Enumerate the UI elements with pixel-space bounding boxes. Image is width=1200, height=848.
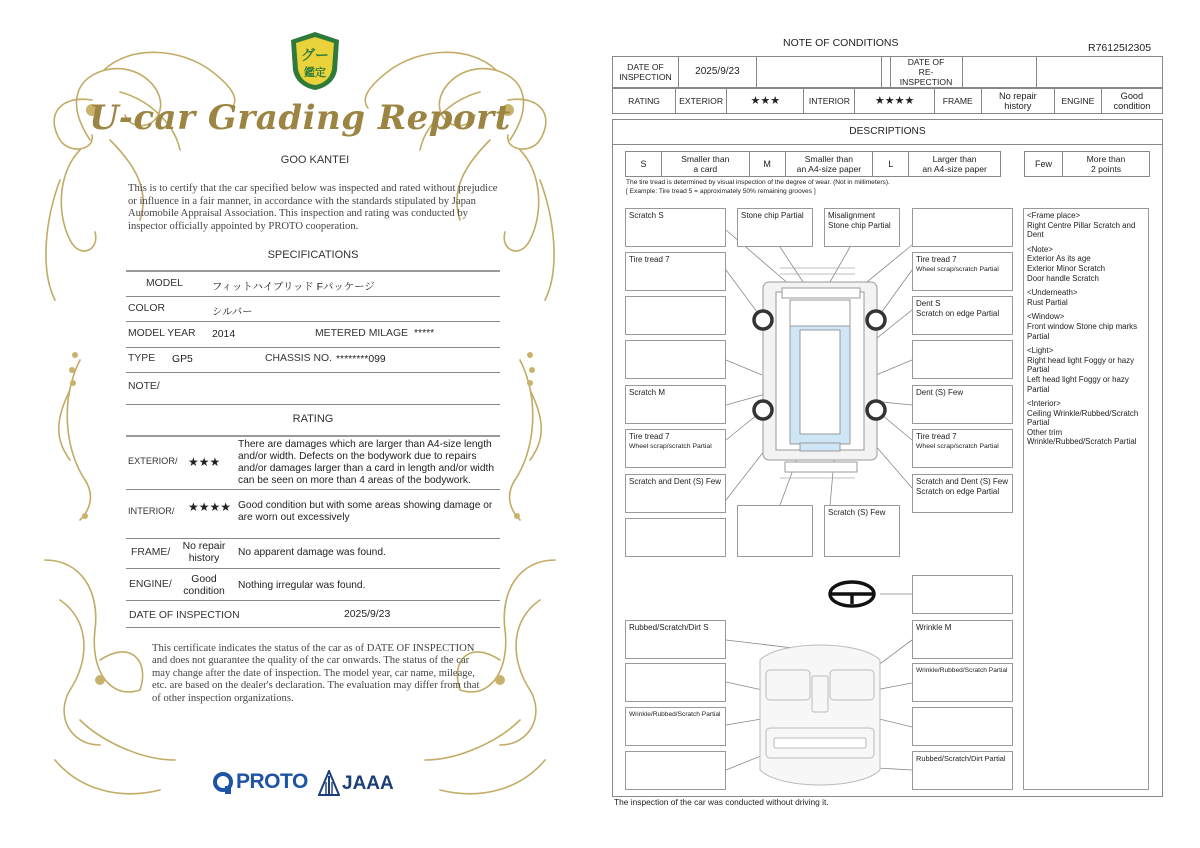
- legend-line: an A4-size paper: [922, 164, 987, 174]
- interior-box-empty: [625, 751, 726, 790]
- damage-box-dent-s: [912, 296, 1013, 335]
- frame-value-line: history: [188, 553, 220, 564]
- svg-text:鑑定: 鑑定: [304, 66, 326, 79]
- engine-value-line: Good: [1120, 91, 1144, 101]
- interior-description: Good condition but with some areas showing damage or are worn out excessively: [238, 500, 493, 523]
- date-of-inspection-value: 2025/9/23: [678, 57, 756, 88]
- divider: [126, 435, 500, 437]
- note-heading: <Note>: [1027, 244, 1053, 254]
- type-value: GP5: [172, 354, 193, 365]
- frame-value-line: history: [1004, 101, 1032, 111]
- note-heading: <Window>: [1027, 312, 1065, 322]
- damage-box-tire-fr: [912, 252, 1013, 291]
- color-value: シルバー: [212, 307, 253, 318]
- box-line: Wheel scrap/scratch Partial: [916, 443, 999, 450]
- date-of-inspection-value: 2025/9/23: [344, 609, 391, 620]
- damage-box-empty: [625, 340, 726, 379]
- model-value: フィットハイブリッド Fパッケージ: [212, 282, 375, 293]
- divider: [126, 404, 500, 405]
- legend-s: S: [626, 152, 662, 177]
- exterior-label: EXTERIOR: [676, 89, 727, 114]
- note-text: Right Centre Pillar Scratch and Dent: [1027, 220, 1136, 240]
- engine-value-line: condition: [183, 586, 225, 597]
- note-text: Exterior As its age: [1027, 254, 1091, 264]
- legend-line: More than: [1086, 154, 1126, 164]
- damage-box-dent-s-few: Dent (S) Few: [912, 385, 1013, 424]
- note-text: Other trim Wrinkle/Rubbed/Scratch Partial: [1027, 427, 1137, 447]
- rating-heading: RATING: [292, 413, 334, 425]
- interior-box-rubbed-partial: Rubbed/Scratch/Dirt Partial: [912, 751, 1013, 790]
- legend-line: Larger than: [932, 154, 977, 164]
- box-line: Tire tread 7: [916, 432, 957, 441]
- engine-value-line: Good: [191, 574, 217, 585]
- label-line: INSPECTION: [619, 72, 672, 82]
- jaaa-logo-text: JAAA: [342, 773, 394, 794]
- company-name: GOO KANTEI: [280, 154, 350, 166]
- legend-line: 2 points: [1090, 164, 1122, 174]
- color-label: COLOR: [128, 303, 165, 314]
- inspection-disclaimer: The inspection of the car was conducted without driving it.: [614, 797, 829, 807]
- box-line: Scratch on edge Partial: [916, 487, 1000, 496]
- divider: [126, 627, 500, 628]
- note-heading: <Interior>: [1027, 399, 1061, 409]
- damage-box-scratch-m: Scratch M: [625, 385, 726, 424]
- label-line: DATE OF: [907, 57, 945, 67]
- note-light: [1027, 346, 1145, 394]
- legend-line: Smaller than: [804, 154, 854, 164]
- note-text: Front window Stone chip marks Partial: [1027, 321, 1138, 341]
- note-text: Door handle Scratch: [1027, 273, 1099, 283]
- interior-label: INTERIOR/: [128, 506, 175, 516]
- proto-logo-text: PROTO: [236, 770, 308, 793]
- note-interior: [1027, 399, 1145, 447]
- damage-box-scratch-dent-few-right: [912, 474, 1013, 513]
- damage-box-misalignment: [824, 208, 900, 247]
- exterior-stars: ★★★: [727, 89, 804, 114]
- damage-box-tire-rl: [625, 429, 726, 468]
- frame-label: FRAME/: [131, 547, 171, 558]
- car-top-view: [763, 282, 877, 472]
- interior-stars: ★★★★: [188, 500, 232, 514]
- note-underneath: [1027, 288, 1145, 307]
- chassis-value: ********099: [336, 354, 386, 365]
- interior-box-wrinkle-partial-left: Wrinkle/Rubbed/Scratch Partial: [625, 707, 726, 746]
- divider: [126, 538, 500, 539]
- type-label: TYPE: [128, 353, 156, 364]
- rating-label: RATING: [613, 89, 676, 114]
- damage-box-empty: [737, 505, 813, 557]
- divider: [126, 489, 500, 490]
- interior-label: INTERIOR: [804, 89, 855, 114]
- legend-few: Few: [1025, 152, 1063, 177]
- divider: [126, 568, 500, 569]
- note-text: Right head light Foggy or hazy Partial: [1027, 355, 1135, 375]
- divider: [126, 347, 500, 348]
- box-line: Misalignment: [828, 211, 876, 220]
- box-line: Wheel scrap/scratch Partial: [629, 443, 712, 450]
- box-line: Scratch and Dent (S) Few: [916, 477, 1009, 486]
- interior-stars: ★★★★: [855, 89, 934, 114]
- certificate-intro: This is to certify that the car specified below was inspected and rated without prejudice or influence in a fair manner, in accordance with the standards stipulated by Japan Automobile Appraisal Association. This inspection and rating was conducted by inspector officially appointed by PROTO cooperation.: [128, 183, 498, 232]
- divider: [126, 296, 500, 297]
- certificate-title: U-car Grading Report: [89, 98, 511, 138]
- damage-box-scratch-s-few: Scratch (S) Few: [824, 505, 900, 557]
- proto-logo-icon: [212, 771, 234, 795]
- interior-box-rubbed-s: Rubbed/Scratch/Dirt S: [625, 620, 726, 659]
- goo-kantei-badge-icon: [287, 30, 343, 92]
- exterior-stars: ★★★: [188, 455, 221, 469]
- engine-label: ENGINE/: [129, 579, 172, 590]
- tire-note-line: [ Example: Tire tread 5 = approximately 50% remaining grooves ]: [626, 187, 816, 195]
- notes-column: [1023, 208, 1149, 790]
- legend-line: a card: [693, 164, 718, 174]
- engine-value: [176, 574, 232, 598]
- box-line: Stone chip Partial: [828, 221, 891, 230]
- engine-value-line: condition: [1113, 101, 1151, 111]
- note-label: NOTE/: [128, 381, 160, 392]
- note-window: [1027, 312, 1145, 341]
- model-year-label: MODEL YEAR: [128, 328, 196, 339]
- legend-m: M: [749, 152, 785, 177]
- damage-box-empty: [625, 296, 726, 335]
- tire-note-line: The tire tread is determined by visual inspection of the degree of wear. (Not in millimeters).: [626, 179, 890, 186]
- damage-box-tire-rr: [912, 429, 1013, 468]
- engine-label: ENGINE: [1055, 89, 1102, 114]
- label-line: RE-INSPECTION: [899, 67, 953, 87]
- note-text: Rust Partial: [1027, 297, 1068, 307]
- damage-box-scratch-s: Scratch S: [625, 208, 726, 247]
- box-line: Dent S: [916, 299, 941, 308]
- damage-box-tire-fl: Tire tread 7: [625, 252, 726, 291]
- label-line: DATE OF: [627, 62, 664, 72]
- note-text: Left head light Foggy or hazy Partial: [1027, 374, 1129, 394]
- box-line: Scratch on edge Partial: [916, 309, 1000, 318]
- divider: [126, 270, 500, 272]
- divider: [126, 600, 500, 601]
- frame-label: FRAME: [934, 89, 981, 114]
- interior-box-empty: [625, 663, 726, 702]
- divider: [126, 321, 500, 322]
- svg-text:グー: グー: [301, 48, 329, 64]
- damage-box-steering: [912, 575, 1013, 614]
- note-text: Exterior Minor Scratch: [1027, 263, 1106, 273]
- frame-value: [176, 541, 232, 565]
- sheet-title: NOTE OF CONDITIONS: [783, 37, 899, 49]
- damage-box-scratch-dent-few: Scratch and Dent (S) Few: [625, 474, 726, 513]
- chassis-label: CHASSIS NO.: [265, 353, 332, 364]
- note-heading: <Light>: [1027, 346, 1054, 356]
- legend-line: an A4-size paper: [796, 164, 862, 174]
- damage-box-empty: [912, 208, 1013, 247]
- box-line: Tire tread 7: [916, 255, 957, 264]
- jaaa-logo-icon: [318, 770, 340, 796]
- model-label: MODEL: [146, 278, 183, 289]
- box-line: Tire tread 7: [629, 432, 670, 441]
- frame-value-line: No repair: [998, 91, 1037, 101]
- divider: [126, 372, 500, 373]
- metered-milage-label: METERED MILAGE: [315, 328, 408, 339]
- frame-value-line: No repair: [182, 541, 226, 552]
- note-of-conditions-sheet: [600, 0, 1200, 848]
- legend-l: L: [873, 152, 909, 177]
- specifications-heading: SPECIFICATIONS: [267, 249, 359, 261]
- certificate-footer: This certificate indicates the status of the car as of DATE OF INSPECTION and does not guarantee the quality of the car onwards. The status of the car may change after the date of inspection. The model year, car name, mileage, etc. are based on the dealer's declaration. The evaluation may differ from that of other inspection organizations.: [152, 643, 480, 704]
- frame-description: No apparent damage was found.: [238, 547, 386, 558]
- note-frame: [1027, 211, 1145, 240]
- damage-box-stone-chip: Stone chip Partial: [737, 208, 813, 247]
- note-text: Ceiling Wrinkle/Rubbed/Scratch Partial: [1027, 408, 1139, 428]
- engine-description: Nothing irregular was found.: [238, 580, 366, 591]
- note-heading: <Frame place>: [1027, 211, 1081, 220]
- box-line: Wheel scrap/scratch Partial: [916, 266, 999, 273]
- model-year-value: 2014: [212, 329, 236, 340]
- sheet-code: R76125I2305: [1088, 42, 1152, 54]
- interior-box-wrinkle-m: Wrinkle M: [912, 620, 1013, 659]
- exterior-description: There are damages which are larger than A4-size length and/or width. Defects on the bodywork due to repairs and/or damages larger than a card in length and/or width can be seen on more than 4 areas of the bodywork.: [238, 439, 494, 486]
- exterior-label: EXTERIOR/: [128, 456, 178, 466]
- metered-milage-value: *****: [414, 328, 435, 339]
- legend-line: Smaller than: [681, 154, 730, 164]
- damage-box-empty: [625, 518, 726, 557]
- descriptions-heading: DESCRIPTIONS: [612, 119, 1163, 145]
- interior-box-empty: [912, 707, 1013, 746]
- car-interior-view: [760, 645, 880, 785]
- steering-wheel-icon: [830, 582, 874, 606]
- note-general: [1027, 245, 1145, 283]
- note-heading: <Underneath>: [1027, 288, 1078, 298]
- date-of-inspection-label: DATE OF INSPECTION: [129, 610, 240, 621]
- interior-box-wrinkle-partial-right: Wrinkle/Rubbed/Scratch Partial: [912, 663, 1013, 702]
- damage-box-empty: [912, 340, 1013, 379]
